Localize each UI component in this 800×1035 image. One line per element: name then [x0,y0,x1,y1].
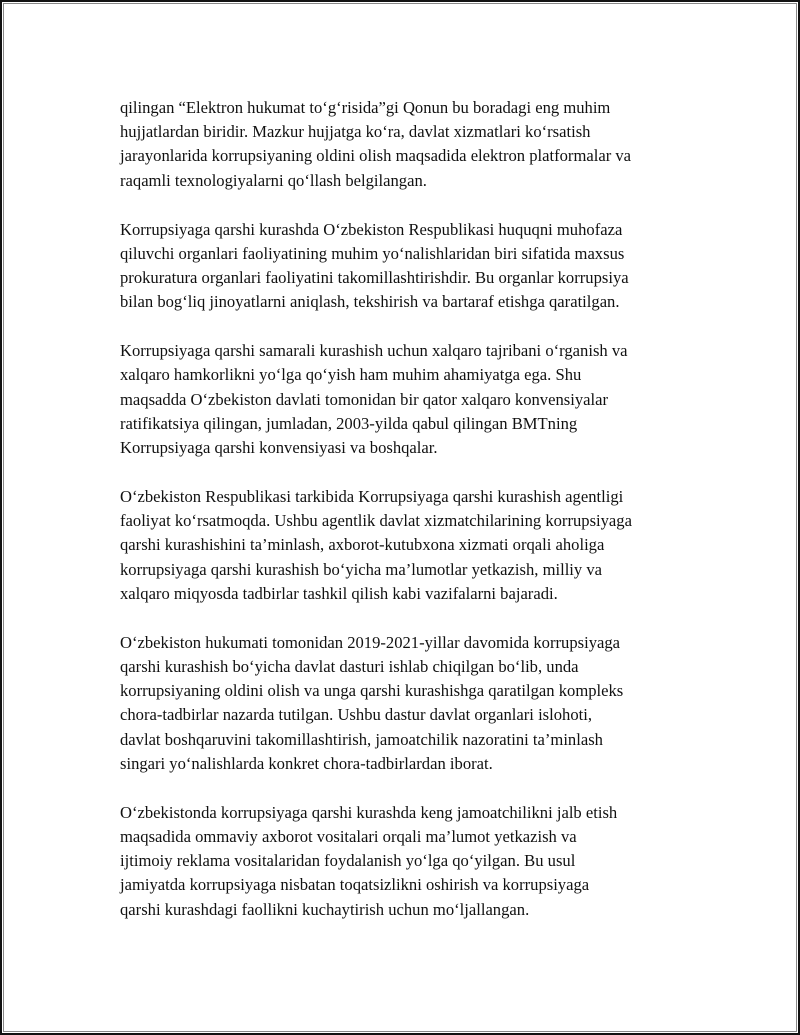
text-line: faoliyat ko‘rsatmoqda. Ushbu agentlik davlat xizmatchilarining korrupsiyaga [120,511,632,531]
text-line: maqsadida ommaviy axborot vositalari orqali ma’lumot yetkazish va [120,827,577,847]
paragraph-2 [120,218,710,315]
paragraph-3 [120,339,710,460]
text-line: raqamli texnologiyalarni qo‘llash belgilangan. [120,170,427,190]
text-line: O‘zbekiston hukumati tomonidan 2019-2021-yillar davomida korrupsiyaga [120,632,621,652]
paragraph-5 [120,631,710,776]
text-line: qarshi kurashdagi faollikni kuchaytirish uchun mo‘ljallangan. [120,899,530,919]
text-line: davlat boshqaruvini takomillashtirish, jamoatchilik nazoratini ta’minlash [120,729,603,749]
document-body [120,96,710,947]
text-line: xalqaro hamkorlikni yo‘lga qo‘yish ham muhim ahamiyatga ega. Shu [120,365,582,385]
text-line: Korrupsiyaga qarshi konvensiyasi va boshqalar. [120,438,438,458]
text-line: qilingan “Elektron hukumat to‘g‘risida”gi Qonun bu boradagi eng muhim [120,98,611,117]
text-line: chora-tadbirlar nazarda tutilgan. Ushbu dastur davlat organlari islohoti, [120,705,593,725]
text-line: qiluvchi organlari faoliyatining muhim yo‘nalishlaridan biri sifatida maxsus [120,243,625,263]
text-line: jamiyatda korrupsiyaga nisbatan toqatsizlikni oshirish va korrupsiyaga [120,875,590,895]
text-line: xalqaro miqyosda tadbirlar tashkil qilish kabi vazifalarni bajaradi. [120,583,558,603]
text-line: qarshi kurashish bo‘yicha davlat dasturi ishlab chiqilgan bo‘lib, unda [120,657,579,677]
text-line: singari yo‘nalishlarda konkret chora-tadbirlardan iborat. [120,753,493,773]
text-line: ijtimoiy reklama vositalaridan foydalanish yo‘lga qo‘yilgan. Bu usul [120,851,576,871]
text-line: Korrupsiyaga qarshi kurashda O‘zbekiston Respublikasi huquqni muhofaza [120,219,623,239]
text-line: qarshi kurashishini ta’minlash, axborot-kutubxona xizmati orqali aholiga [120,535,605,555]
text-line: Korrupsiyaga qarshi samarali kurashish uchun xalqaro tajribani o‘rganish va [120,341,628,361]
text-line: hujjatlardan biridir. Mazkur hujjatga ko‘ra, davlat xizmatlari ko‘rsatish [120,122,591,142]
text-line: korrupsiyaning oldini olish va unga qarshi kurashishga qaratilgan kompleks [120,681,624,701]
paragraph-6 [120,801,710,922]
paragraph-1 [120,96,710,193]
text-line: maqsadda O‘zbekiston davlati tomonidan bir qator xalqaro konvensiyalar [120,389,608,409]
text-line: prokuratura organlari faoliyatini takomillashtirishdir. Bu organlar korrupsiya [120,268,629,288]
text-line: O‘zbekiston Respublikasi tarkibida Korrupsiyaga qarshi kurashish agentligi [120,487,624,507]
text-line: bilan bog‘liq jinoyatlarni aniqlash, tekshirish va bartaraf etishga qaratilgan. [120,292,620,312]
text-line: korrupsiyaga qarshi kurashish bo‘yicha ma’lumotlar yetkazish, milliy va [120,559,603,579]
text-line: ratifikatsiya qilingan, jumladan, 2003-yilda qabul qilingan BMTning [120,413,578,433]
text-line: jarayonlarida korrupsiyaning oldini olish maqsadida elektron platformalar va [120,146,632,166]
paragraph-4 [120,485,710,606]
text-line: O‘zbekistonda korrupsiyaga qarshi kurashda keng jamoatchilikni jalb etish [120,802,618,822]
